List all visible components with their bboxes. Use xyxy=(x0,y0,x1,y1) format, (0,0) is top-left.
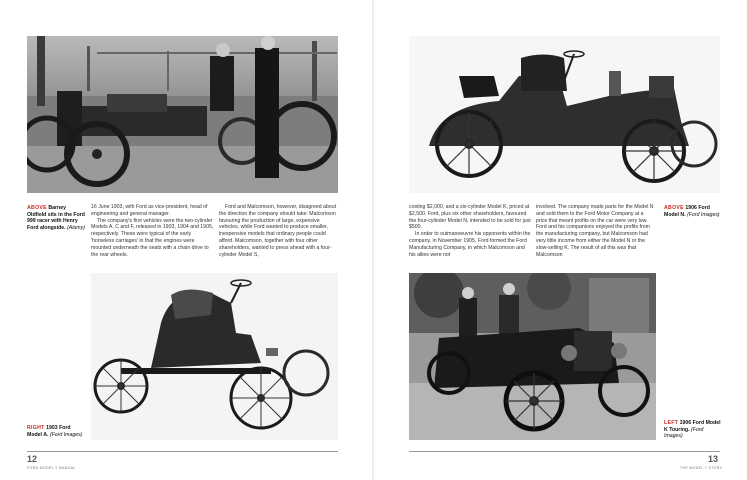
caption-text: 1906 Ford Model K Touring. xyxy=(664,420,721,433)
photo-ford-999-racer xyxy=(27,36,338,193)
caption-text: Barney Oldfield sits in the Ford 999 racer with Henry Ford alongside. xyxy=(27,205,85,231)
caption-label: ABOVE xyxy=(664,205,684,211)
caption-model-a xyxy=(27,425,85,438)
caption-credit: (Ford Images) xyxy=(687,211,720,218)
running-footer: FORD MODEL T MANUAL xyxy=(27,466,76,470)
paragraph: costing $2,000, and a six-cylinder Model K, priced at $2,500. Ford, plus six other shareholders, favoured the four-cylinder Model N, intended to be sold for just $500. xyxy=(409,204,531,231)
page-number: 12 xyxy=(27,454,38,464)
caption-text: 1906 Ford Model N. xyxy=(664,205,710,218)
page-number: 13 xyxy=(708,454,719,464)
caption-text: 1903 Ford Model A. xyxy=(27,425,71,438)
paragraph: The company's first vehicles were the two-cylinder Models A, C and F, released in 1903, 1904 and 1905, respectively. These were typical of the early 'horseless carriages' in that the engines were mounted underneath the seats with a chain drive to the rear wheels. xyxy=(91,217,214,258)
caption-model-k xyxy=(664,420,722,440)
footer-rule xyxy=(409,451,720,452)
photo-ford-model-n xyxy=(409,36,720,193)
paragraph: In order to outmanoeuvre his opponents within the company, in November 1905, Ford formed the Ford Manufacturing Company, in which Malcomson and his allies were not xyxy=(409,231,531,258)
right-page xyxy=(374,0,747,480)
caption-ford-999 xyxy=(27,205,85,231)
photo-ford-model-k xyxy=(409,273,656,440)
paragraph: 16 June 1903, with Ford as vice-president, head of engineering and general manager. xyxy=(91,204,208,217)
running-footer: THE MODEL T STORY xyxy=(680,466,723,470)
caption-credit: (Ford Images) xyxy=(664,426,704,440)
caption-credit: (Ford Images) xyxy=(49,431,83,438)
caption-model-n xyxy=(664,205,722,218)
caption-label: LEFT xyxy=(664,420,679,426)
body-column-2 xyxy=(219,204,339,258)
footer-rule xyxy=(27,451,338,452)
caption-credit: (Alamy) xyxy=(67,224,85,231)
body-column-1 xyxy=(409,204,532,258)
body-column-1 xyxy=(91,204,214,258)
paragraph: involved. The company made parts for the Model N and sold them to the Ford Motor Company at a price that meant profits on the car were very low. Ford and his companions enjoyed the profits from the manufacturing company, but Malcomson had very little income from either the Model N or the slow-selling K. The result of all this was that Malcomson xyxy=(536,204,654,258)
paragraph: Ford and Malcomson, however, disagreed about the direction the company should take: Malcomson favouring the production of large, expensive vehicles, while Ford wanted to produce smaller, inexpensive models that ordinary people could afford. Malcomson, together with four other shareholders, wanted to press ahead with a four-cylinder Model S, xyxy=(219,204,337,258)
left-page xyxy=(0,0,373,480)
caption-label: RIGHT xyxy=(27,425,45,431)
body-column-2 xyxy=(536,204,656,258)
photo-ford-model-a xyxy=(91,273,338,440)
caption-label: ABOVE xyxy=(27,205,47,211)
